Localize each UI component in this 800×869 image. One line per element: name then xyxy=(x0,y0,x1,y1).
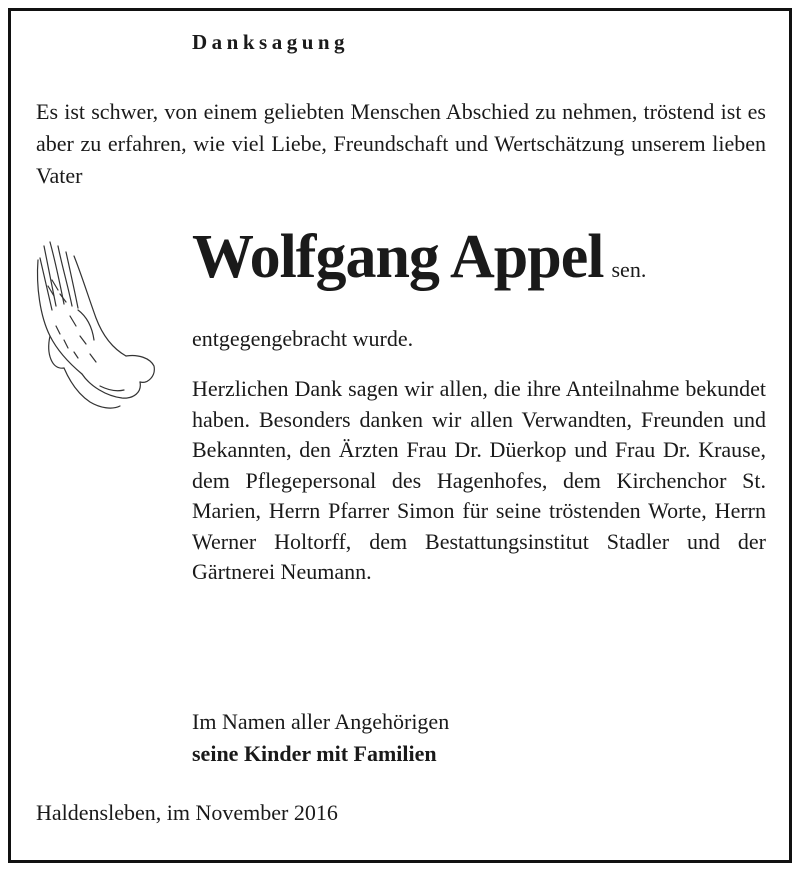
notice-heading: Danksagung xyxy=(192,30,350,54)
signoff-line-1: Im Namen aller Angehörigen xyxy=(192,709,450,734)
praying-hands-icon xyxy=(30,236,160,416)
received-text: entgegengebracht wurde. xyxy=(192,326,414,351)
deceased-name-row xyxy=(192,222,646,293)
place-date: Haldensleben, im November 2016 xyxy=(36,800,338,825)
deceased-name: Wolfgang Appel xyxy=(192,223,604,291)
intro-text: Es ist schwer, von einem geliebten Menschen Abschied zu nehmen, tröstend ist es aber zu erfahren, wie viel Liebe, Freundschaft und Wertschätzung unserem lieben Vater xyxy=(36,99,766,188)
signoff-block xyxy=(192,706,449,770)
name-suffix: sen. xyxy=(611,257,647,282)
thanks-paragraph: Herzlichen Dank sagen wir allen, die ihre Anteilnahme bekundet haben. Besonders danken wir allen Verwandten, Freunden und Bekannten, den Ärzten Frau Dr. Düerkop und Frau Dr. Krause, dem Pflegepersonal des Hagenhofes, dem Kirchenchor St. Marien, Herrn Pfarrer Simon für seine tröstenden Worte, Herrn Werner Holtorff, dem Bestattungsinstitut Stadler und der Gärtnerei Neumann. xyxy=(192,376,766,584)
signoff-line-2: seine Kinder mit Familien xyxy=(192,741,437,766)
